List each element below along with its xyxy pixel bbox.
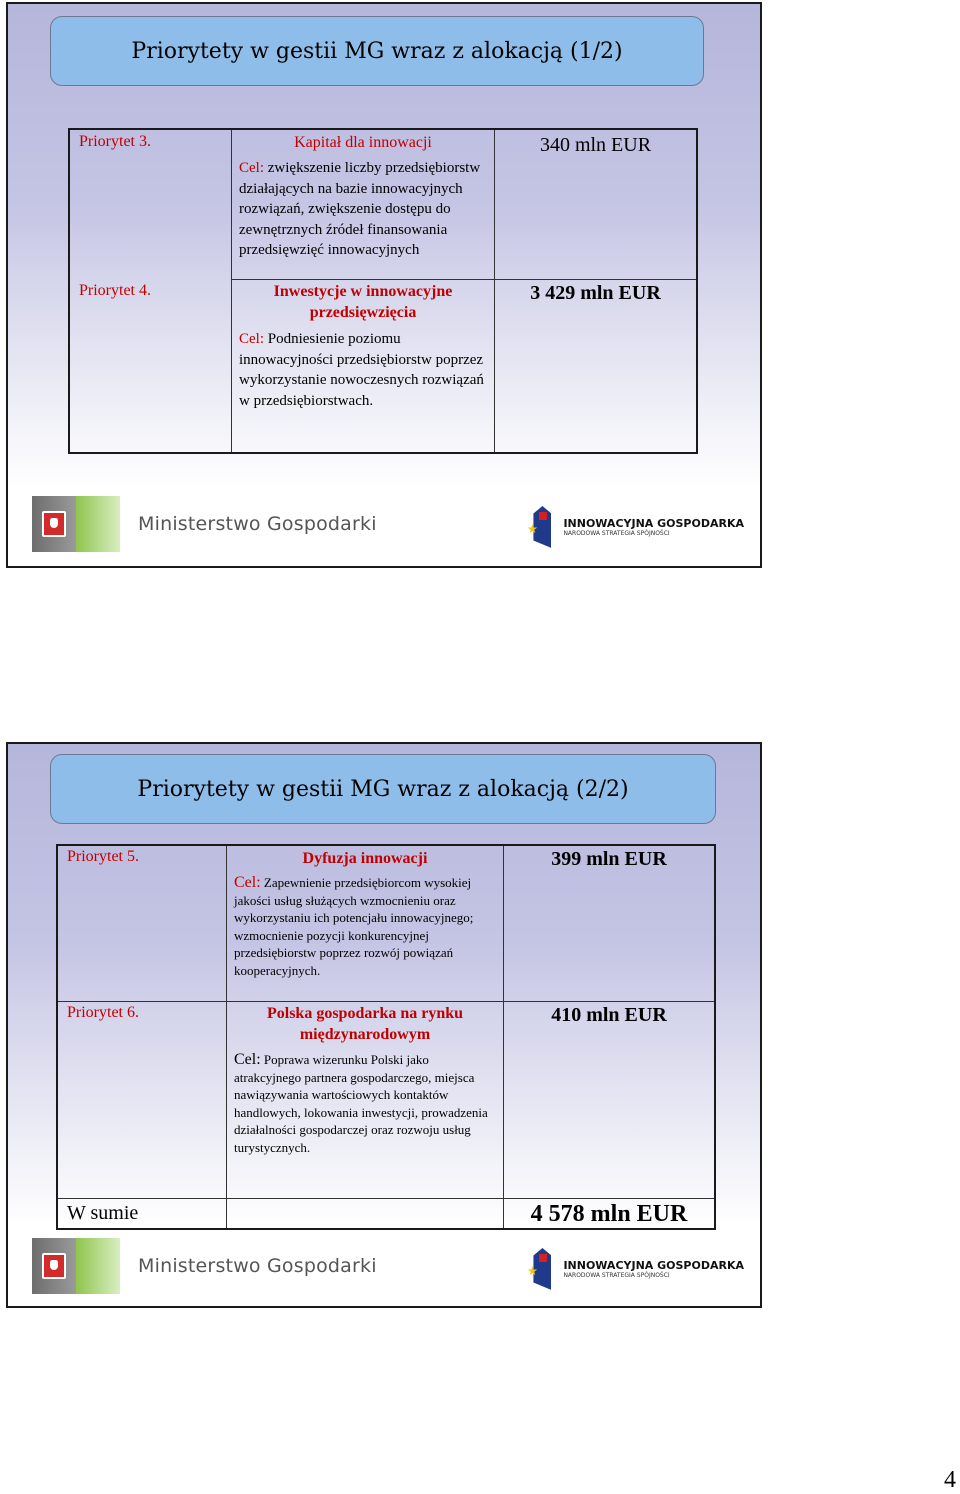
program-name: INNOWACYJNA GOSPODARKA [563, 517, 744, 530]
program-logo [529, 506, 744, 548]
ministry-name: Ministerstwo Gospodarki [138, 1255, 377, 1277]
goal-label: Cel: [234, 1051, 261, 1068]
slide-footer [8, 494, 760, 564]
total-label: W sumie [67, 1202, 139, 1224]
priority-label: Priorytet 4. [79, 282, 151, 299]
ministry-name: Ministerstwo Gospodarki [138, 513, 377, 535]
slide-2 [6, 742, 762, 1308]
total-amount: 4 578 mln EUR [530, 1201, 688, 1227]
slide-title: Priorytety w gestii MG wraz z alokacją (2/2) [50, 754, 716, 824]
goal-text: Podniesienie poziomu innowacyjności przedsiębiorstw poprzez wykorzystanie nowoczesnych rozwiązań w przedsiębiorstwach. [239, 331, 484, 409]
program-name: INNOWACYJNA GOSPODARKA [563, 1259, 744, 1272]
priority-label: Priorytet 6. [67, 1004, 139, 1021]
priority-heading: Dyfuzja innowacji [302, 850, 428, 867]
slide-title: Priorytety w gestii MG wraz z alokacją (1/2) [50, 16, 704, 86]
priority-label: Priorytet 3. [79, 133, 151, 150]
priority-heading: Inwestycje w innowacyjne przedsięwzięcia [273, 283, 453, 321]
goal-label: Cel: [239, 331, 264, 347]
priority-goal [234, 1051, 496, 1157]
star-flag-icon [529, 506, 555, 548]
priority-heading: Kapitał dla innowacji [294, 134, 432, 151]
program-logo [529, 1248, 744, 1290]
goal-text: zwiększenie liczby przedsiębiorstw działających na bazie innowacyjnych rozwiązań, zwiększenie dostępu do zewnętrznych źródeł finansowania przedsięwzięć innowacyjnych [239, 160, 481, 258]
ministry-logo [32, 1236, 377, 1296]
priority-amount: 340 mln EUR [539, 134, 652, 156]
priority-goal [239, 329, 487, 411]
priorities-table [56, 844, 716, 1230]
slide-footer [8, 1236, 760, 1306]
priority-label: Priorytet 5. [67, 848, 139, 865]
goal-label: Cel: [234, 874, 261, 891]
priorities-table [68, 128, 698, 454]
goal-text: Poprawa wizerunku Polski jako atrakcyjnego partnera gospodarczego, miejsca nawiązywania wartościowych kontaktów handlowych, lokowania inwestycji, prowadzenia działalności gospodarczej oraz rozwoju usług turystycznych. [234, 1052, 488, 1155]
priority-heading: Polska gospodarka na rynku międzynarodowym [266, 1005, 464, 1043]
eagle-emblem-icon [32, 496, 120, 552]
goal-label: Cel: [239, 160, 264, 176]
priority-goal [239, 158, 487, 261]
eagle-emblem-icon [32, 1238, 120, 1294]
priority-goal [234, 874, 496, 980]
priority-amount: 3 429 mln EUR [530, 282, 661, 304]
priority-amount: 399 mln EUR [551, 848, 667, 870]
goal-text: Zapewnienie przedsiębiorcom wysokiej jakości usług służących wzmocnieniu oraz wykorzystaniu ich potencjału innowacyjnego; wzmocnienie pozycji konkurencyjnej przedsiębiorstw poprzez rozwój powiązań kooperacyjnych. [234, 875, 474, 978]
program-subtitle: NARODOWA STRATEGIA SPÓJNOŚCI [563, 530, 670, 537]
slide-1 [6, 2, 762, 568]
ministry-logo [32, 494, 377, 554]
program-subtitle: NARODOWA STRATEGIA SPÓJNOŚCI [563, 1272, 670, 1279]
page-number: 4 [944, 1467, 956, 1493]
star-flag-icon [529, 1248, 555, 1290]
priority-amount: 410 mln EUR [551, 1004, 667, 1026]
